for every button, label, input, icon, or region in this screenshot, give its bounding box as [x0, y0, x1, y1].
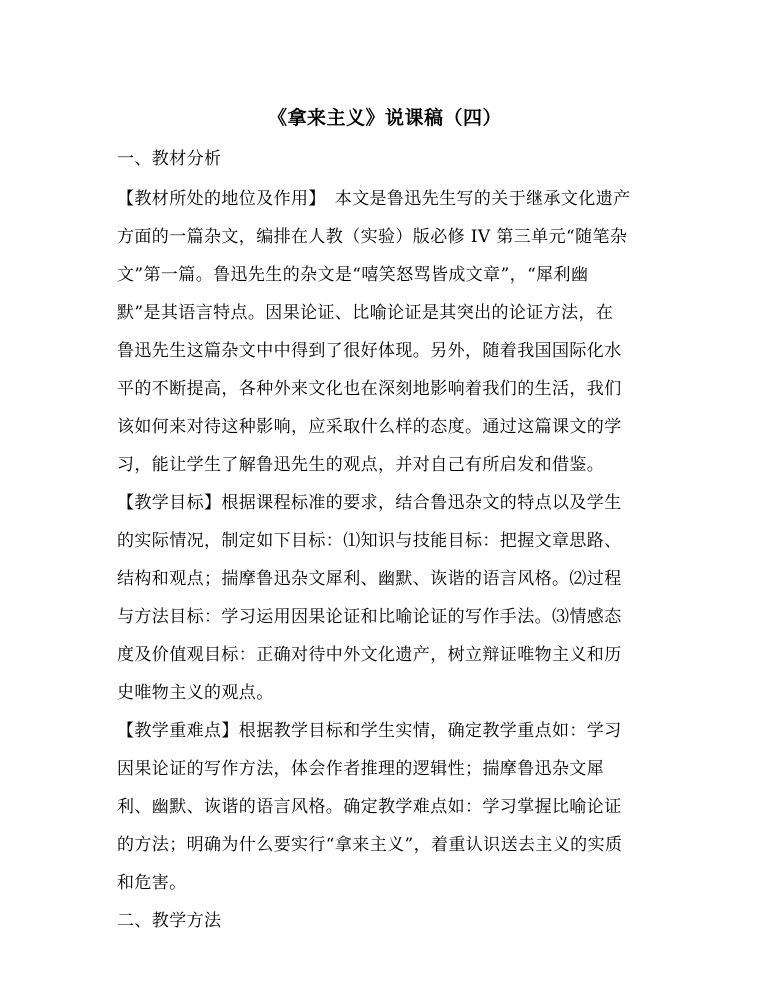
text-line-1: 【教材所处的地位及作用】 本文是鲁迅先生写的关于继承文化遗产 [117, 189, 631, 209]
text-line-19: 和危害。 [117, 873, 187, 893]
text-line-18: 的方法；明确为什么要实行“拿来主义”，着重认识送去主义的实质 [117, 835, 623, 855]
text-line-11: 结构和观点；揣摩鲁迅杂文犀利、幽默、诙谐的语言风格。⑵过程 [117, 569, 622, 589]
text-line-16: 因果论证的写作方法，体会作者推理的逻辑性；揣摩鲁迅杂文犀 [117, 759, 605, 779]
text-line-4: 默”是其语言特点。因果论证、比喻论证是其突出的论证方法，在 [117, 303, 614, 323]
text-line-5: 鲁迅先生这篇杂文中中得到了很好体现。另外，随着我国国际化水 [117, 341, 622, 361]
text-line-3: 文”第一篇。鲁迅先生的杂文是“嘻笑怒骂皆成文章”，“犀利幽 [117, 265, 589, 285]
text-line-15: 【教学重难点】根据教学目标和学生实情，确定教学重点如：学习 [117, 721, 622, 741]
text-line-12: 与方法目标：学习运用因果论证和比喻论证的写作手法。⑶情感态 [117, 607, 622, 627]
text-line-13: 度及价值观目标：正确对待中外文化遗产，树立辩证唯物主义和历 [117, 645, 622, 665]
text-line-8: 习，能让学生了解鲁迅先生的观点，并对自己有所启发和借鉴。 [117, 455, 605, 475]
text-line-6: 平的不断提高，各种外来文化也在深刻地影响着我们的生活，我们 [117, 379, 622, 399]
document-title: 《拿来主义》说课稿（四） [267, 107, 502, 129]
text-line-17: 利、幽默、诙谐的语言风格。确定教学难点如：学习掌握比喻论证 [117, 797, 622, 817]
text-line-9: 【教学目标】根据课程标准的要求，结合鲁迅杂文的特点以及学生 [117, 493, 622, 513]
text-line-2: 方面的一篇杂文，编排在人教（实验）版必修 IV 第三单元“随笔杂 [117, 227, 628, 247]
text-line-14: 史唯物主义的观点。 [117, 683, 274, 703]
text-line-10: 的实际情况，制定如下目标：⑴知识与技能目标：把握文章思路、 [117, 531, 622, 551]
section-heading-2: 二、教学方法 [117, 911, 222, 931]
text-line-7: 该如何来对待这种影响，应采取什么样的态度。通过这篇课文的学 [117, 417, 622, 437]
section-heading-1: 一、教材分析 [117, 149, 222, 169]
